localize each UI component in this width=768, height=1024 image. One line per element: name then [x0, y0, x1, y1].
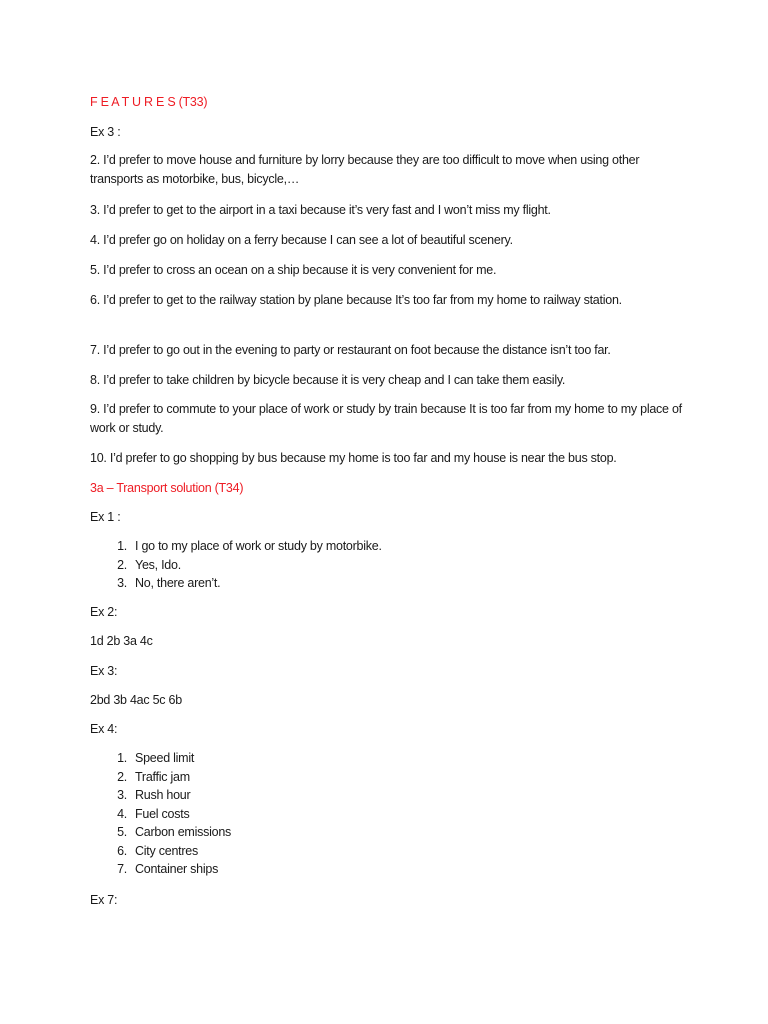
list-item [90, 823, 690, 842]
list-text: City centres [135, 843, 198, 858]
list-number: 5. [117, 825, 127, 839]
transport-heading: 3a – Transport solution (T34) [90, 481, 244, 495]
answer-paragraph: 2. I’d prefer to move house and furniture by lorry because they are too difficult to move when using other transports as motorbike, bus, bicycle,… [90, 153, 640, 186]
list-text: Yes, Ido. [135, 557, 181, 572]
list-text: Speed limit [135, 751, 195, 765]
transport-ex4-list [90, 749, 690, 879]
list-text: I go to my place of work or study by motorbike. [135, 539, 382, 553]
list-text: No, there aren’t. [135, 576, 221, 590]
transport-ex3-label: Ex 3: [90, 664, 118, 678]
transport-ex2-label: Ex 2: [90, 605, 118, 619]
transport-ex7-label: Ex 7: [90, 893, 118, 907]
answer-paragraph: 5. I’d prefer to cross an ocean on a ship because it is very convenient for me. [90, 263, 497, 277]
list-number: 3. [117, 576, 127, 590]
list-number: 3. [117, 788, 127, 802]
answer-paragraph: 8. I’d prefer to take children by bicycle because it is very cheap and I can take them easily. [90, 373, 566, 387]
answer-paragraph: 9. I’d prefer to commute to your place of work or study by train because It is too far from my home to my place of work or study. [90, 402, 682, 435]
list-number: 1. [117, 539, 127, 553]
transport-ex4-label: Ex 4: [90, 722, 118, 736]
list-item [90, 768, 690, 787]
list-text: Traffic jam [135, 769, 190, 784]
list-text: Fuel costs [135, 806, 190, 821]
list-number: 1. [117, 751, 127, 765]
list-item [90, 574, 690, 593]
list-number: 2. [117, 769, 127, 784]
transport-ex1-label: Ex 1 : [90, 510, 121, 524]
list-item [90, 860, 690, 879]
list-number: 7. [117, 862, 127, 876]
transport-ex3-answer: 2bd 3b 4ac 5c 6b [90, 693, 182, 707]
list-item [90, 786, 690, 805]
features-heading: F E A T U R E S (T33) [90, 95, 208, 109]
list-text: Carbon emissions [135, 825, 232, 839]
list-number: 2. [117, 557, 127, 572]
list-item [90, 749, 690, 768]
list-text: Container ships [135, 862, 219, 876]
list-item [90, 805, 690, 824]
answer-paragraph: 4. I’d prefer go on holiday on a ferry because I can see a lot of beautiful scenery. [90, 233, 513, 247]
transport-ex1-list [90, 537, 690, 593]
list-item [90, 537, 690, 556]
transport-ex2-answer: 1d 2b 3a 4c [90, 634, 153, 648]
answer-paragraph: 7. I’d prefer to go out in the evening to party or restaurant on foot because the distance isn’t too far. [90, 343, 611, 357]
answer-paragraph: 3. I’d prefer to get to the airport in a taxi because it’s very fast and I won’t miss my flight. [90, 203, 551, 217]
list-text: Rush hour [135, 788, 191, 802]
list-number: 4. [117, 806, 127, 821]
answer-paragraph: 6. I’d prefer to get to the railway station by plane because It’s too far from my home to railway station. [90, 293, 622, 307]
list-item [90, 556, 690, 575]
list-number: 6. [117, 843, 127, 858]
list-item [90, 842, 690, 861]
answer-paragraph: 10. I’d prefer to go shopping by bus because my home is too far and my house is near the bus stop. [90, 451, 617, 465]
features-ex3-label: Ex 3 : [90, 125, 121, 139]
